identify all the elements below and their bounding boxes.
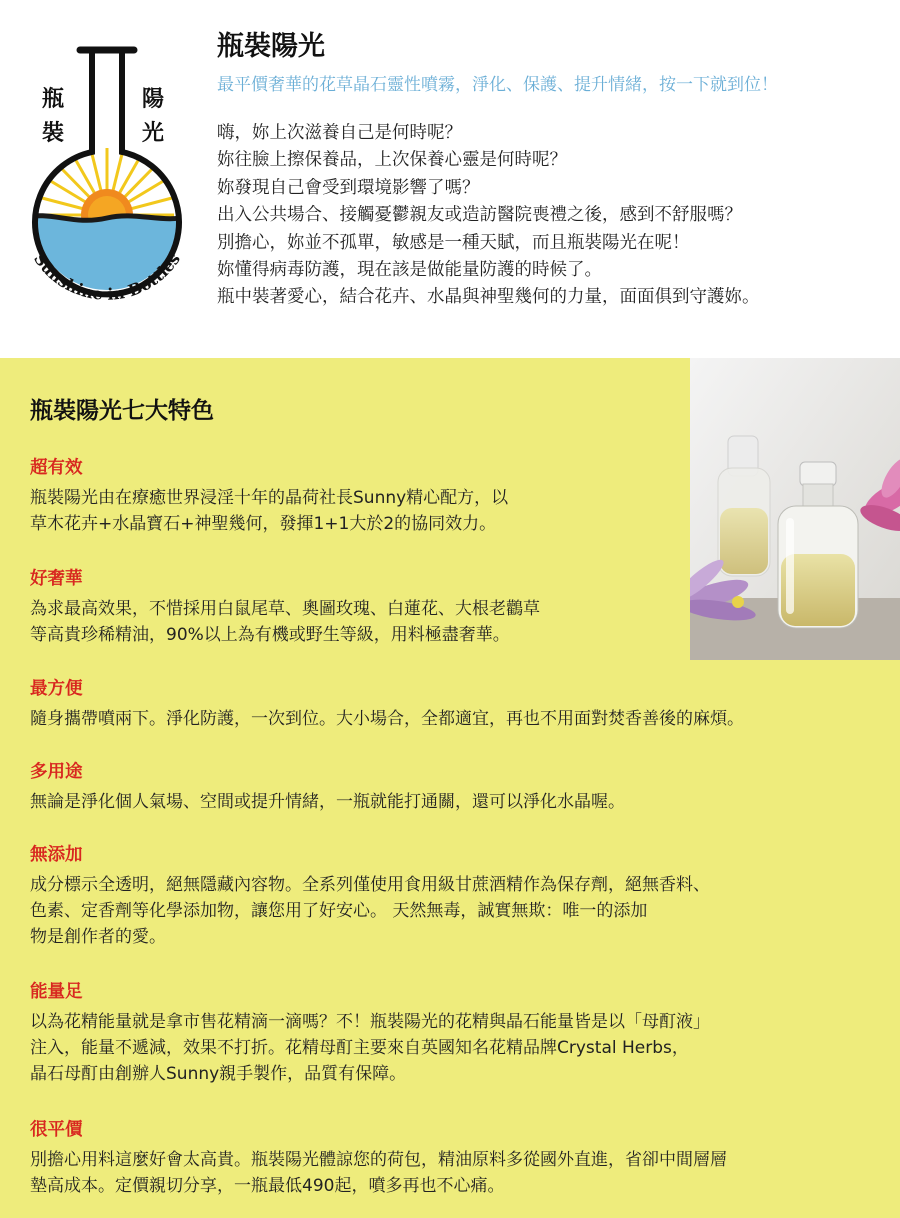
feature-title: 好奢華 <box>30 569 83 589</box>
features-title: 瓶裝陽光七大特色 <box>30 398 214 424</box>
page-title: 瓶裝陽光 <box>217 31 325 62</box>
logo-char-right-2: 光 <box>142 121 165 146</box>
feature-title: 無添加 <box>30 845 83 865</box>
feature-line: 別擔心用料這麼好會太高貴。瓶裝陽光體諒您的荷包，精油原料多從國外直進，省卻中間層層 <box>30 1150 727 1170</box>
feature-title: 多用途 <box>30 762 83 782</box>
feature-line: 以為花精能量就是拿市售花精滴一滴嗎？不！瓶裝陽光的花精與晶石能量皆是以「母酊液」 <box>30 1012 710 1032</box>
feature-line: 草木花卉+水晶寶石+神聖幾何，發揮1+1大於2的協同效力。 <box>30 514 497 534</box>
logo-char-left-2: 裝 <box>42 121 65 146</box>
feature-line: 晶石母酊由創辦人Sunny親手製作，品質有保障。 <box>30 1064 407 1084</box>
logo-char-left-1: 瓶 <box>42 87 65 112</box>
feature-line: 無論是淨化個人氣場、空間或提升情緒，一瓶就能打通關，還可以淨化水晶喔。 <box>30 792 625 812</box>
intro-line: 妳懂得病毒防護，現在該是做能量防護的時候了。 <box>217 260 602 281</box>
essential-oil-bottles-photo <box>690 358 900 660</box>
feature-line: 物是創作者的愛。 <box>30 927 166 947</box>
intro-line: 出入公共場合、接觸憂鬱親友或造訪醫院喪禮之後，感到不舒服嗎？ <box>217 205 742 226</box>
feature-title: 很平價 <box>30 1120 83 1140</box>
intro-line: 嗨，妳上次滋養自己是何時呢？ <box>217 123 462 143</box>
feature-line: 色素、定香劑等化學添加物，讓您用了好安心。 天然無毒，誠實無欺：唯一的添加 <box>30 901 648 921</box>
feature-energy <box>30 979 710 1087</box>
feature-convenient <box>30 676 744 732</box>
tagline: 最平價奢華的花草晶石靈性噴霧，淨化、保護、提升情緒，按一下就到位！ <box>217 75 778 95</box>
feature-effective <box>30 455 508 537</box>
feature-affordable <box>30 1117 727 1199</box>
intro-line: 妳發現自己會受到環境影響了嗎？ <box>217 177 480 198</box>
feature-line: 成分標示全透明，絕無隱藏內容物。全系列僅使用食用級甘蔗酒精作為保存劑，絕無香料、 <box>30 875 710 895</box>
feature-line: 瓶裝陽光由在療癒世界浸淫十年的晶荷社長Sunny精心配方，以 <box>30 488 509 508</box>
feature-line: 隨身攜帶噴兩下。淨化防護，一次到位。大小場合，全都適宜，再也不用面對焚香善後的麻煩。 <box>30 709 744 729</box>
feature-title: 最方便 <box>30 679 83 699</box>
feature-line: 墊高成本。定價親切分享，一瓶最低490起，噴多再也不心痛。 <box>30 1176 505 1196</box>
intro-line: 別擔心，妳並不孤單，敏感是一種天賦，而且瓶裝陽光在呢！ <box>217 232 690 253</box>
feature-title: 超有效 <box>30 458 83 478</box>
feature-luxury <box>30 566 540 648</box>
feature-versatile <box>30 759 625 815</box>
intro-line: 妳往臉上擦保養品，上次保養心靈是何時呢？ <box>217 150 567 171</box>
feature-line: 注入，能量不遞減，效果不打折。花精母酊主要來自英國知名花精品牌Crystal Herbs， <box>30 1038 689 1058</box>
feature-no-additives <box>30 842 710 950</box>
intro-list <box>217 120 760 312</box>
feature-line: 為求最高效果，不惜採用白鼠尾草、奧圖玫瑰、白蓮花、大根老鸛草 <box>30 599 540 619</box>
logo-arc-text: Sunshine in Bottles <box>29 249 185 304</box>
feature-line: 等高貴珍稀精油，90%以上為有機或野生等級，用料極盡奢華。 <box>30 625 510 645</box>
logo-char-right-1: 陽 <box>142 87 165 112</box>
sunshine-in-bottles-logo <box>22 40 192 330</box>
feature-title: 能量足 <box>30 982 83 1002</box>
intro-line: 瓶中裝著愛心，結合花卉、水晶與神聖幾何的力量，面面俱到守護妳。 <box>217 287 760 308</box>
